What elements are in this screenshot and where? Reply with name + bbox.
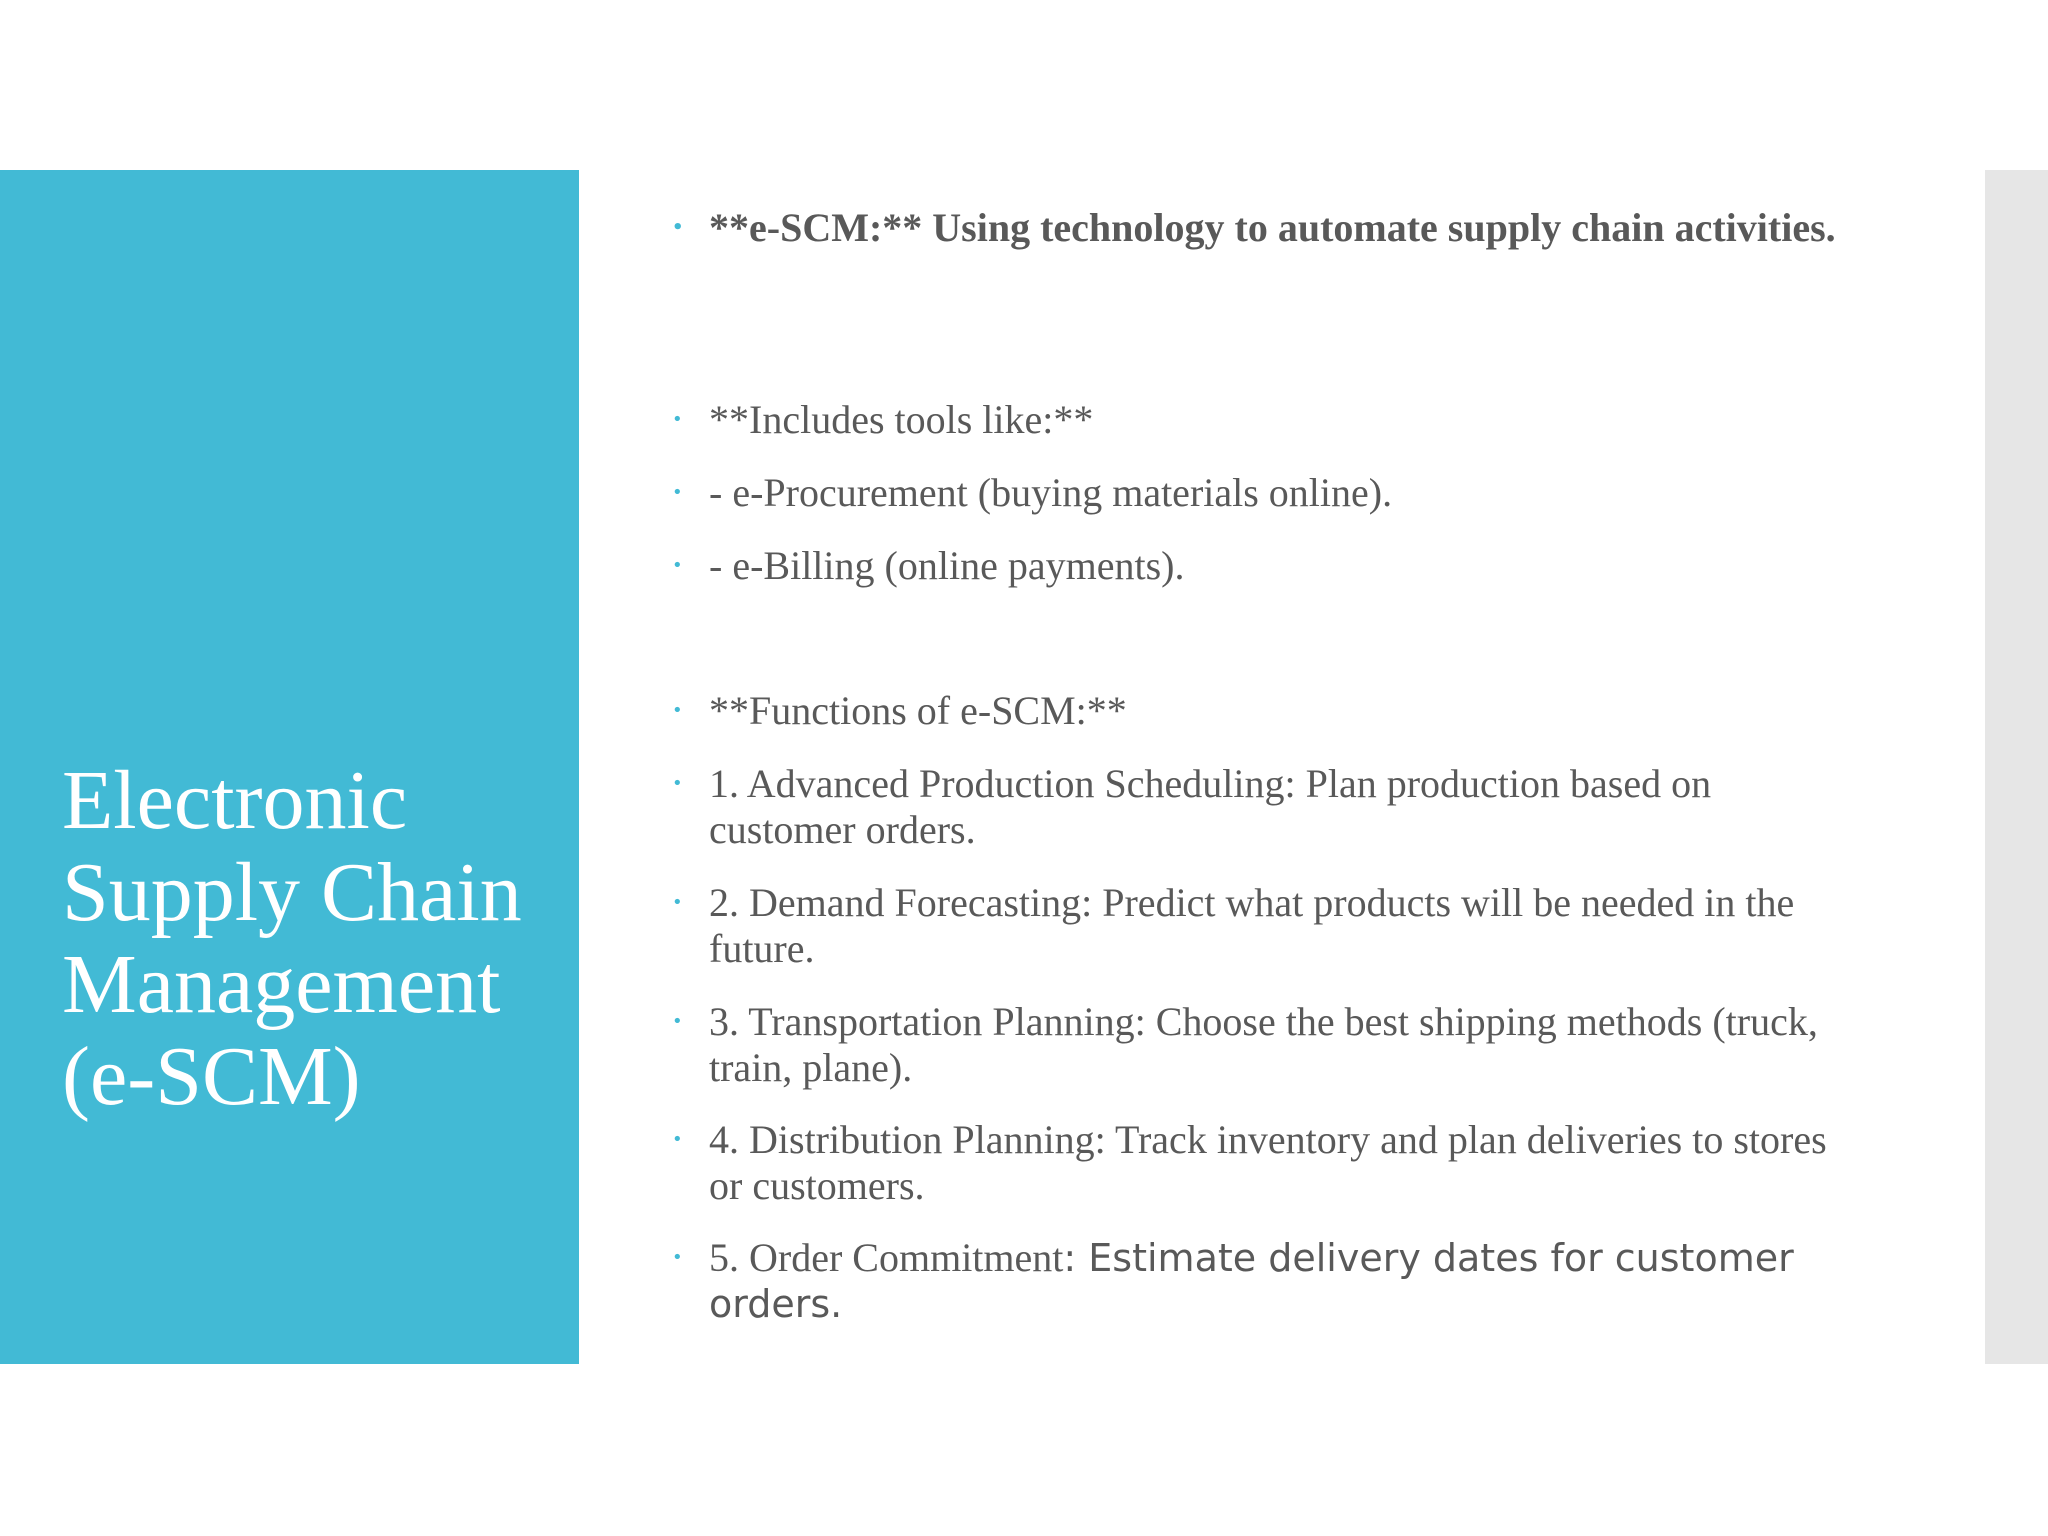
bullet-order-commitment xyxy=(672,1235,1852,1327)
bullet-text: 2. Demand Forecasting: Predict what products will be needed in the future. xyxy=(709,880,1795,971)
bullet-e-procurement xyxy=(672,470,1852,516)
bullet-text xyxy=(709,1235,1852,1327)
bullet-distribution-planning xyxy=(672,1117,1852,1209)
bullet-dot-icon: • xyxy=(672,892,683,913)
bullet-dot-icon: • xyxy=(672,1011,683,1032)
bullet-dot-icon: • xyxy=(672,555,683,576)
bullet-text: **Includes tools like:** xyxy=(709,397,1094,442)
bullet-dot-icon: • xyxy=(672,1129,683,1150)
bullet-text: 4. Distribution Planning: Track inventory and plan deliveries to stores or customers. xyxy=(709,1117,1827,1208)
bullet-text-lead: 5. Order Commitment xyxy=(709,1235,1064,1280)
bullet-text-tail: : Estimate delivery dates for customer orders. xyxy=(709,1236,1794,1326)
bullet-escm-definition xyxy=(672,205,1852,251)
bullet-text: - e-Billing (online payments). xyxy=(709,543,1185,588)
side-strip xyxy=(1985,170,2048,1364)
bullet-includes-tools xyxy=(672,397,1852,443)
title-panel xyxy=(0,170,579,1364)
bullet-text: 3. Transportation Planning: Choose the best shipping methods (truck, train, plane). xyxy=(709,999,1818,1090)
bullet-text: **e-SCM:** Using technology to automate supply chain activities. xyxy=(709,205,1836,250)
bullet-e-billing xyxy=(672,543,1852,589)
bullet-text: - e-Procurement (buying materials online). xyxy=(709,470,1393,515)
bullet-text: **Functions of e-SCM:** xyxy=(709,688,1127,733)
slide-title: Electronic Supply Chain Management (e-SCM) xyxy=(62,754,522,1123)
bullet-production-scheduling xyxy=(672,761,1852,853)
bullet-functions-heading xyxy=(672,688,1852,734)
bullet-dot-icon: • xyxy=(672,217,684,238)
bullet-dot-icon: • xyxy=(672,1247,683,1268)
bullet-transportation-planning xyxy=(672,999,1852,1091)
bullet-dot-icon: • xyxy=(672,409,683,430)
bullet-dot-icon: • xyxy=(672,482,683,503)
bullet-dot-icon: • xyxy=(672,700,683,721)
bullet-text: 1. Advanced Production Scheduling: Plan production based on customer orders. xyxy=(709,761,1712,852)
bullet-demand-forecasting xyxy=(672,880,1852,972)
bullet-dot-icon: • xyxy=(672,773,683,794)
